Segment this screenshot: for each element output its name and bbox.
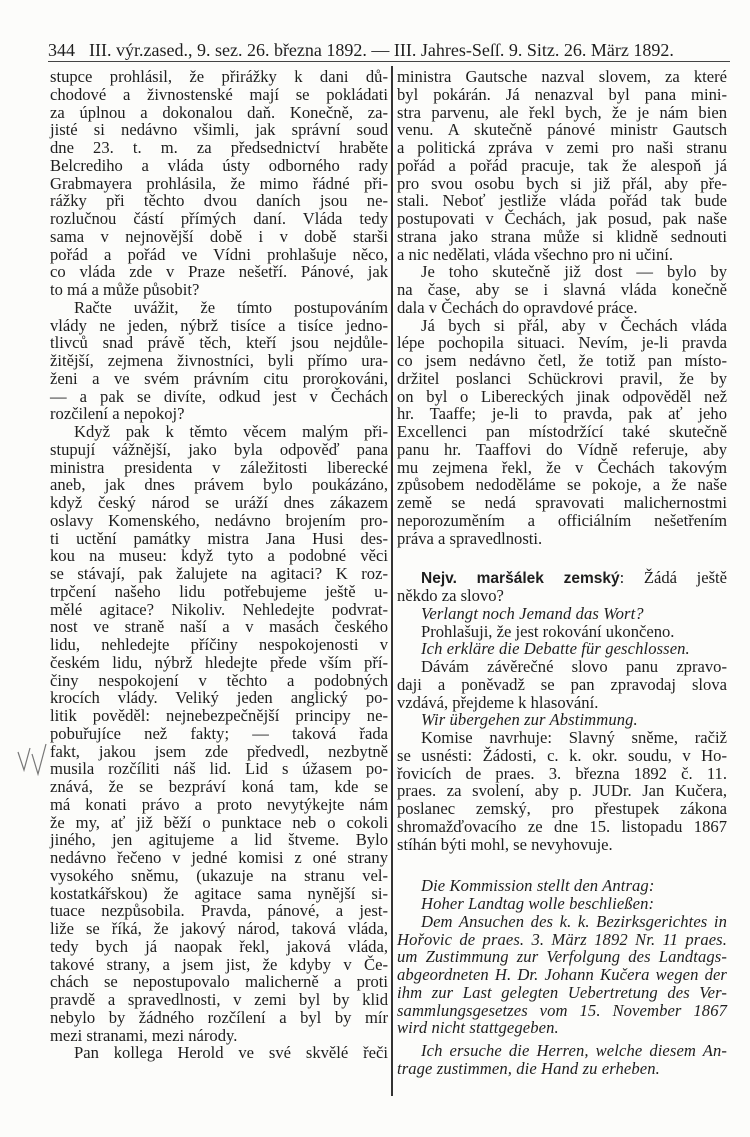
text-line: co jsem nedávno četl, že totiž pan místo- bbox=[397, 351, 727, 370]
text-line: Hoher Landtag wolle beschließen: bbox=[421, 894, 655, 913]
text-line: to má a může působit? bbox=[50, 280, 200, 299]
text-line: někdo za slovo? bbox=[397, 586, 504, 605]
text-line: dala v Čechách do opravdové práce. bbox=[397, 297, 638, 317]
text-line: hr. Taaffe; je-li to pravda, pak ať jeho bbox=[397, 404, 727, 424]
text-line: stupují vážnější, jako byla odpověď pana bbox=[50, 439, 388, 459]
text-line: rozčilení a nepokoj? bbox=[50, 404, 185, 424]
text-line: se usnésti: Žádosti, c. k. okr. soudu, v Ho- bbox=[397, 745, 727, 765]
text-line: činy nespokojení v těchto a podobných bbox=[50, 670, 388, 690]
text-line: znává, že se bezpráví koná tam, kde se bbox=[50, 777, 388, 796]
paragraph bbox=[397, 68, 727, 263]
text-line: musila rozčíliti náš lid. Lid s úžasem po- bbox=[50, 759, 388, 779]
text-line: sama v nejnovější době i v době starši bbox=[50, 226, 388, 246]
text-line: Račte uvážit, že tímto postupováním bbox=[74, 297, 388, 317]
page-number: 344 bbox=[48, 40, 75, 60]
text-line: chodové a živnostenské mají se pokládati bbox=[50, 84, 388, 104]
text-line: mu zejmena řekl, že v Čechách takovým bbox=[397, 457, 727, 477]
paragraph bbox=[397, 623, 727, 641]
text-line: má konati právo a proto nevytýkejte nám bbox=[50, 794, 388, 814]
text-line: tuace nezpůsobila. Pravda, pánové, a jest- bbox=[50, 901, 388, 921]
speaker-name: Nejv. maršálek zemský bbox=[421, 570, 620, 588]
german-paragraph bbox=[397, 895, 727, 913]
text-line: postupovati v Čechách, jak posud, pak naše bbox=[397, 209, 727, 228]
text-line: pobuřujíce než fakty; — taková řada bbox=[50, 723, 388, 743]
text-line: ženi a ve svém právním citu prorokováni, bbox=[50, 368, 388, 388]
text-line: ministra presidenta v záležitosti liberecké bbox=[50, 457, 388, 477]
german-paragraph bbox=[397, 913, 727, 1037]
speaker-paragraph bbox=[397, 569, 727, 605]
text-line: rozlučnou částí přímých daní. Vláda tedy bbox=[50, 209, 388, 228]
text-line: daji a poněvadž se pan zpravodaj slova bbox=[397, 674, 727, 694]
text-line: Ich ersuche die Herren, welche diesem An- bbox=[421, 1041, 727, 1060]
text-line: na čase, aby se i slavná vláda konečně bbox=[397, 280, 727, 299]
text-line: on byl o Libereckých jinak odpověděl než bbox=[397, 386, 727, 406]
running-header bbox=[48, 33, 730, 62]
text-line: země se nedá spravovati malichernostmi bbox=[397, 493, 727, 512]
text-line: vysokého sněmu, (ukazuje na stranu vel- bbox=[50, 865, 388, 885]
left-column bbox=[50, 68, 388, 1062]
german-paragraph bbox=[397, 1042, 727, 1078]
text-line: vlády ne jeden, nýbrž tisíce a tisíce jedno- bbox=[50, 315, 388, 335]
text-line: když český národ se uráží dnes zákazem bbox=[50, 493, 388, 512]
text-line: rážky při těchto dvou daních jsou ne- bbox=[50, 191, 388, 211]
text-line: Dávám závěrečné slovo panu zpravo- bbox=[421, 657, 727, 676]
text-line: Wir übergehen zur Abstimmung. bbox=[421, 710, 638, 730]
german-paragraph bbox=[397, 877, 727, 895]
text-line: Hořovic de praes. 3. März 1892 Nr. 11 praes. bbox=[397, 929, 727, 949]
text-line: Ich erkläre die Debatte für geschlossen. bbox=[421, 639, 690, 659]
text-line: wird nicht stattgegeben. bbox=[397, 1018, 559, 1038]
text-line: žitější, zejmena živnostníci, byli přímo ura- bbox=[50, 351, 388, 370]
paragraph bbox=[50, 299, 388, 423]
text-line: nedávno řečeno v jedné komisi z oné strany bbox=[50, 848, 388, 867]
text-line: českém lidu, nýbrž hledejte přede vším pří- bbox=[50, 652, 388, 672]
text-line: se stávají, pak žalujete na agitaci? K roz- bbox=[50, 564, 388, 583]
paragraph bbox=[50, 68, 388, 299]
text-line: Komise navrhuje: Slavný sněme, račiž bbox=[421, 728, 727, 747]
text-line: Pan kollega Herold ve své skvělé řeči bbox=[74, 1043, 388, 1063]
text-line: co vláda zde v Praze nešetří. Pánové, jak bbox=[50, 262, 388, 282]
paragraph bbox=[397, 658, 727, 711]
text-line: Je toho skutečně již dost — bylo by bbox=[421, 262, 727, 282]
text-line: shromažďovacího ze dne 15. listopadu 1867 bbox=[397, 816, 727, 836]
text-line: způsobem nedoděláme se pokoje, a že naše bbox=[397, 475, 727, 495]
text-line: lidu, nehledejte příčiny nespokojenosti v bbox=[50, 635, 388, 654]
text-line: Die Kommission stellt den Antrag: bbox=[421, 876, 655, 896]
text-line: jisté si nedávno všimli, jak správní soud bbox=[50, 120, 388, 140]
text-line: litik pověděl: nejnebezpečnější principy ne- bbox=[50, 706, 388, 725]
text-line: oslavy Komenského, nedávno brojením pro- bbox=[50, 510, 388, 530]
text-line: Belcrediho a vláda ústy odborného rady bbox=[50, 155, 388, 175]
text-line: stra parvenu, ale řekl bych, že je nám bien bbox=[397, 102, 727, 122]
text-line: takové strany, a jsem jist, že kdyby v Če- bbox=[50, 954, 388, 974]
text-line: stali. Neboť jestliže vláda pořád tak bude bbox=[397, 191, 727, 211]
paragraph bbox=[397, 263, 727, 316]
german-paragraph bbox=[397, 640, 727, 658]
text-line: že my, ať již běží o punktace neb o cokoli bbox=[50, 812, 388, 832]
text-line bbox=[397, 569, 727, 587]
german-paragraph bbox=[397, 605, 727, 623]
text-line: kou na museu: když tyto a podobné věci bbox=[50, 546, 388, 566]
text-line: dne 23. t. m. za předsednictví hraběte bbox=[50, 138, 388, 157]
text-line: abgeordneten H. Dr. Johann Kučera wegen der bbox=[397, 965, 727, 984]
paragraph bbox=[397, 729, 727, 853]
text-line: sammlungsgesetzes vom 15. November 1867 bbox=[397, 1000, 727, 1020]
text-line: krocích vlády. Veliký jeden anglický po- bbox=[50, 688, 388, 708]
text-line: panu hr. Taaffovi do Vídně referuje, aby bbox=[397, 439, 727, 459]
right-column bbox=[397, 68, 727, 1078]
text-line: chách se nepostupovalo malicherně a proti bbox=[50, 972, 388, 992]
text-line: strana jako strana může si klidně sednouti bbox=[397, 226, 727, 246]
text-line: vzdává, přejdeme k hlasování. bbox=[397, 692, 599, 712]
text-line: kostatkářskou) že agitace sama nynější si- bbox=[50, 883, 388, 903]
text-line: trpčení našeho lidu potřebujeme ještě u- bbox=[50, 581, 388, 601]
paragraph bbox=[50, 423, 388, 1044]
text-line: práva a spravedlnosti. bbox=[397, 528, 543, 548]
text-line: Já bych si přál, aby v Čechách vláda bbox=[421, 315, 727, 335]
text-line: Prohlašuji, že jest rokování ukončeno. bbox=[421, 621, 675, 641]
text-line: nost ve straně naší a v masách českého bbox=[50, 617, 388, 637]
text-line: pro svou osobu bych si již přál, aby pře- bbox=[397, 173, 727, 193]
text-line: tlivců snad právě těch, kteří jsou nejdůle- bbox=[50, 333, 388, 353]
text-line: ihm zur Last gelegten Uebertretung des Ver- bbox=[397, 982, 727, 1002]
text-line: mezi stranami, mezi národy. bbox=[50, 1025, 238, 1045]
text-line: držitel poslanci Schückrovi pravil, že by bbox=[397, 368, 727, 388]
text-line: venu. A skutečně pánové ministr Gautsch bbox=[397, 120, 727, 140]
column-divider bbox=[391, 66, 393, 1096]
text-line: Dem Ansuchen des k. k. Bezirksgerichtes in bbox=[421, 911, 727, 931]
text-line: pořád a pořád ve Vídni prohlašuje něco, bbox=[50, 244, 388, 264]
text-line: mělé agitace? Nikoliv. Nehledejte podvrat- bbox=[50, 599, 388, 619]
text-line: — a pak se divíte, odkud jest v Čechách bbox=[50, 386, 388, 406]
text-line: fakt, jakou jsem zde předvedl, nezbytně bbox=[50, 741, 388, 761]
text-line: Když pak k těmto věcem malým při- bbox=[74, 422, 388, 441]
text-line: trage zustimmen, die Hand zu erheben. bbox=[397, 1058, 660, 1078]
paragraph bbox=[397, 317, 727, 548]
header-title: III. výr.zased., 9. sez. 26. března 1892. — III. Jahres-Seſſ. 9. Sitz. 26. März 1892. bbox=[89, 40, 674, 60]
text-line: ti uctění památky mistra Jana Husi des- bbox=[50, 528, 388, 548]
text-line: stíhán býti mohl, se nevyhovuje. bbox=[397, 834, 613, 854]
text-line: poslanec zemský, pro přestupek zákona bbox=[397, 799, 727, 818]
paragraph bbox=[50, 1044, 388, 1062]
text-line: praes. za svolení, aby p. JUDr. Jan Kučera, bbox=[397, 781, 727, 801]
margin-pencil-mark bbox=[14, 740, 54, 790]
german-paragraph bbox=[397, 711, 727, 729]
text-line: řovicích de praes. 3. března 1892 č. 11. bbox=[397, 763, 727, 783]
text-line: aneb, jak dnes právem bylo poukázáno, bbox=[50, 475, 388, 495]
text-line: um Zustimmung zur Verfolgung des Landtags- bbox=[397, 947, 727, 967]
text-line: jiného, jen agitujeme a lid štveme. Bylo bbox=[50, 830, 388, 850]
text-line: lépe pochopila situaci. Nevím, je-li pravda bbox=[397, 333, 727, 353]
speaker-text: : Žádá ještě bbox=[619, 568, 728, 588]
text-line: nebylo by žádného rozčílení a byl by mír bbox=[50, 1007, 388, 1027]
text-line: Grabmayera prohlásila, že mimo řádné při- bbox=[50, 173, 388, 193]
text-line: tedy bych já naopak řekl, jaková vláda, bbox=[50, 936, 388, 956]
text-line: a nic nedělati, vláda všechno pro ni učiní. bbox=[397, 244, 674, 264]
text-line: Excellenci pan místodržící také skutečně bbox=[397, 422, 727, 441]
text-line: ministra Gautsche nazval slovem, za které bbox=[397, 67, 727, 86]
text-line: neporozuměním a officiálním nešetřením bbox=[397, 510, 727, 530]
text-line: stupce prohlásil, že přirážky k dani dů- bbox=[50, 67, 388, 86]
text-line: pořád a pořád pracuje, tak že alespoň já bbox=[397, 155, 727, 175]
text-line: byl pokárán. Já nenazval byl pana mini- bbox=[397, 84, 727, 104]
text-line: a politická zpráva v zemi pro naši stranu bbox=[397, 138, 727, 157]
text-line: Verlangt noch Jemand das Wort? bbox=[421, 603, 644, 623]
text-line: liže se říká, že jakový národ, taková vláda, bbox=[50, 919, 388, 938]
text-line: pravdě a spravedlnosti, v zemi byl by klid bbox=[50, 990, 388, 1009]
text-line: za úplnou a dokonalou daň. Konečně, za- bbox=[50, 102, 388, 122]
